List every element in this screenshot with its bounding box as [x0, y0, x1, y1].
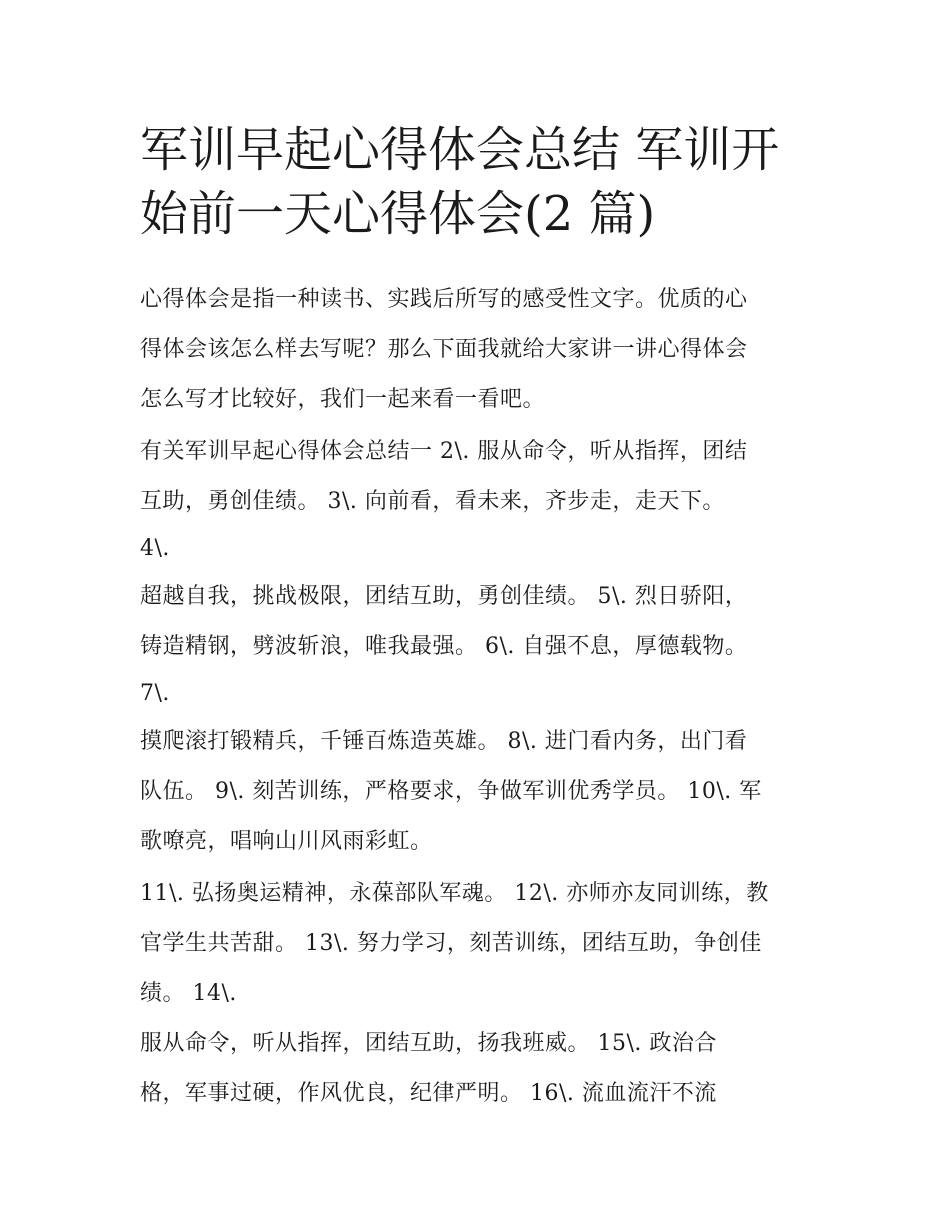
body-line: 7\.: [140, 681, 170, 706]
body-line: 互助，勇创佳绩。 3\. 向前看，看未来，齐步走，走天下。: [140, 489, 725, 514]
title-line-2: 始前一天心得体会(2 篇): [140, 186, 656, 242]
document-title: [140, 118, 820, 246]
body-line: 格，军事过硬，作风优良，纪律严明。 16\. 流血流汗不流: [140, 1081, 717, 1106]
body-line: 11\. 弘扬奥运精神，永葆部队军魂。 12\. 亦师亦友同训练，教: [140, 881, 769, 906]
title-line-1: 军训早起心得体会总结 军训开: [140, 122, 780, 178]
body-line: 队伍。 9\. 刻苦训练，严格要求，争做军训优秀学员。 10\. 军: [140, 779, 762, 804]
body-line: 4\.: [140, 536, 170, 561]
body-line: 服从命令，听从指挥，团结互助，扬我班威。 15\. 政治合: [140, 1031, 717, 1056]
body-line: 铸造精钢，劈波斩浪，唯我最强。 6\. 自强不息，厚德载物。: [140, 634, 748, 659]
body-line: 怎么写才比较好，我们一起来看一看吧。: [140, 387, 546, 412]
body-line: 官学生共苦甜。 13\. 努力学习，刻苦训练，团结互助，争创佳: [140, 931, 762, 956]
body-line: 得体会该怎么样去写呢？那么下面我就给大家讲一讲心得体会: [140, 337, 748, 362]
body-line: 摸爬滚打锻精兵，千锤百炼造英雄。 8\. 进门看内务，出门看: [140, 729, 748, 754]
body-line: 心得体会是指一种读书、实践后所写的感受性文字。优质的心: [140, 287, 748, 312]
body-line: 歌嘹亮，唱响山川风雨彩虹。: [140, 829, 433, 854]
body-line: 有关军训早起心得体会总结一 2\. 服从命令，听从指挥，团结: [140, 439, 748, 464]
body-line: 绩。 14\.: [140, 981, 237, 1006]
body-line: 超越自我，挑战极限，团结互助，勇创佳绩。 5\. 烈日骄阳，: [140, 584, 748, 609]
